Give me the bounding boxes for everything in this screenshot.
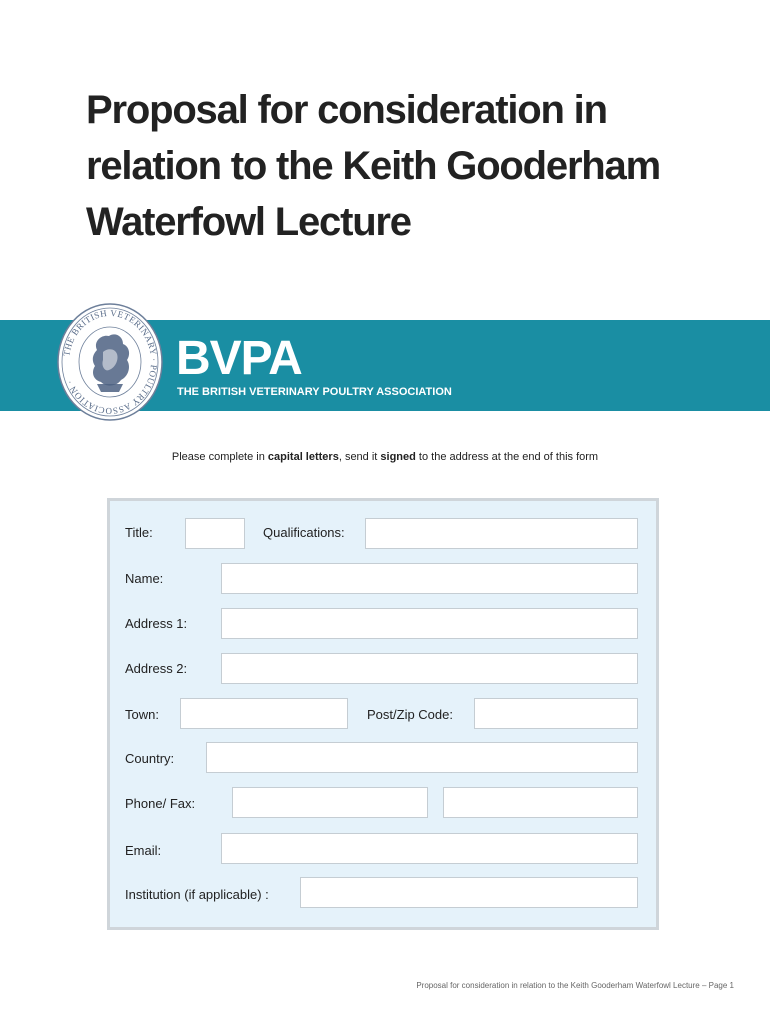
svg-text:THE BRITISH VETERINARY · POULT: THE BRITISH VETERINARY · POULTRY ASSOCIATION ·	[61, 307, 160, 417]
document-title: Proposal for consideration in relation to the Keith Gooderham Waterfowl Lecture	[86, 88, 660, 244]
phone-field[interactable]	[232, 787, 428, 818]
country-field[interactable]	[206, 742, 638, 773]
postcode-field[interactable]	[474, 698, 638, 729]
name-field[interactable]	[221, 563, 638, 594]
address2-label: Address 2:	[125, 661, 188, 676]
proposal-form	[107, 498, 659, 930]
title-label: Title:	[125, 525, 153, 540]
form-instruction: Please complete in capital letters, send it signed to the address at the end of this form	[171, 451, 599, 463]
title-field[interactable]	[185, 518, 245, 549]
bvpa-brand-subtitle: THE BRITISH VETERINARY POULTRY ASSOCIATION	[177, 386, 452, 398]
fax-field[interactable]	[443, 787, 638, 818]
bvpa-brand: BVPA	[176, 332, 302, 385]
town-field[interactable]	[180, 698, 348, 729]
qualifications-field[interactable]	[365, 518, 638, 549]
address1-field[interactable]	[221, 608, 638, 639]
bvpa-seal-logo	[57, 302, 163, 422]
phone-fax-label: Phone/ Fax:	[125, 796, 196, 811]
email-label: Email:	[125, 843, 162, 858]
email-field[interactable]	[221, 833, 638, 864]
qualifications-label: Qualifications:	[263, 525, 345, 540]
town-label: Town:	[125, 707, 159, 722]
page-footer: Proposal for consideration in relation to the Keith Gooderham Waterfowl Lecture – Page 1	[416, 981, 734, 990]
institution-label: Institution (if applicable) :	[125, 887, 269, 902]
postcode-label: Post/Zip Code:	[367, 707, 453, 722]
institution-field[interactable]	[300, 877, 638, 908]
address1-label: Address 1:	[125, 616, 188, 631]
name-label: Name:	[125, 571, 164, 586]
address2-field[interactable]	[221, 653, 638, 684]
country-label: Country:	[125, 751, 175, 766]
